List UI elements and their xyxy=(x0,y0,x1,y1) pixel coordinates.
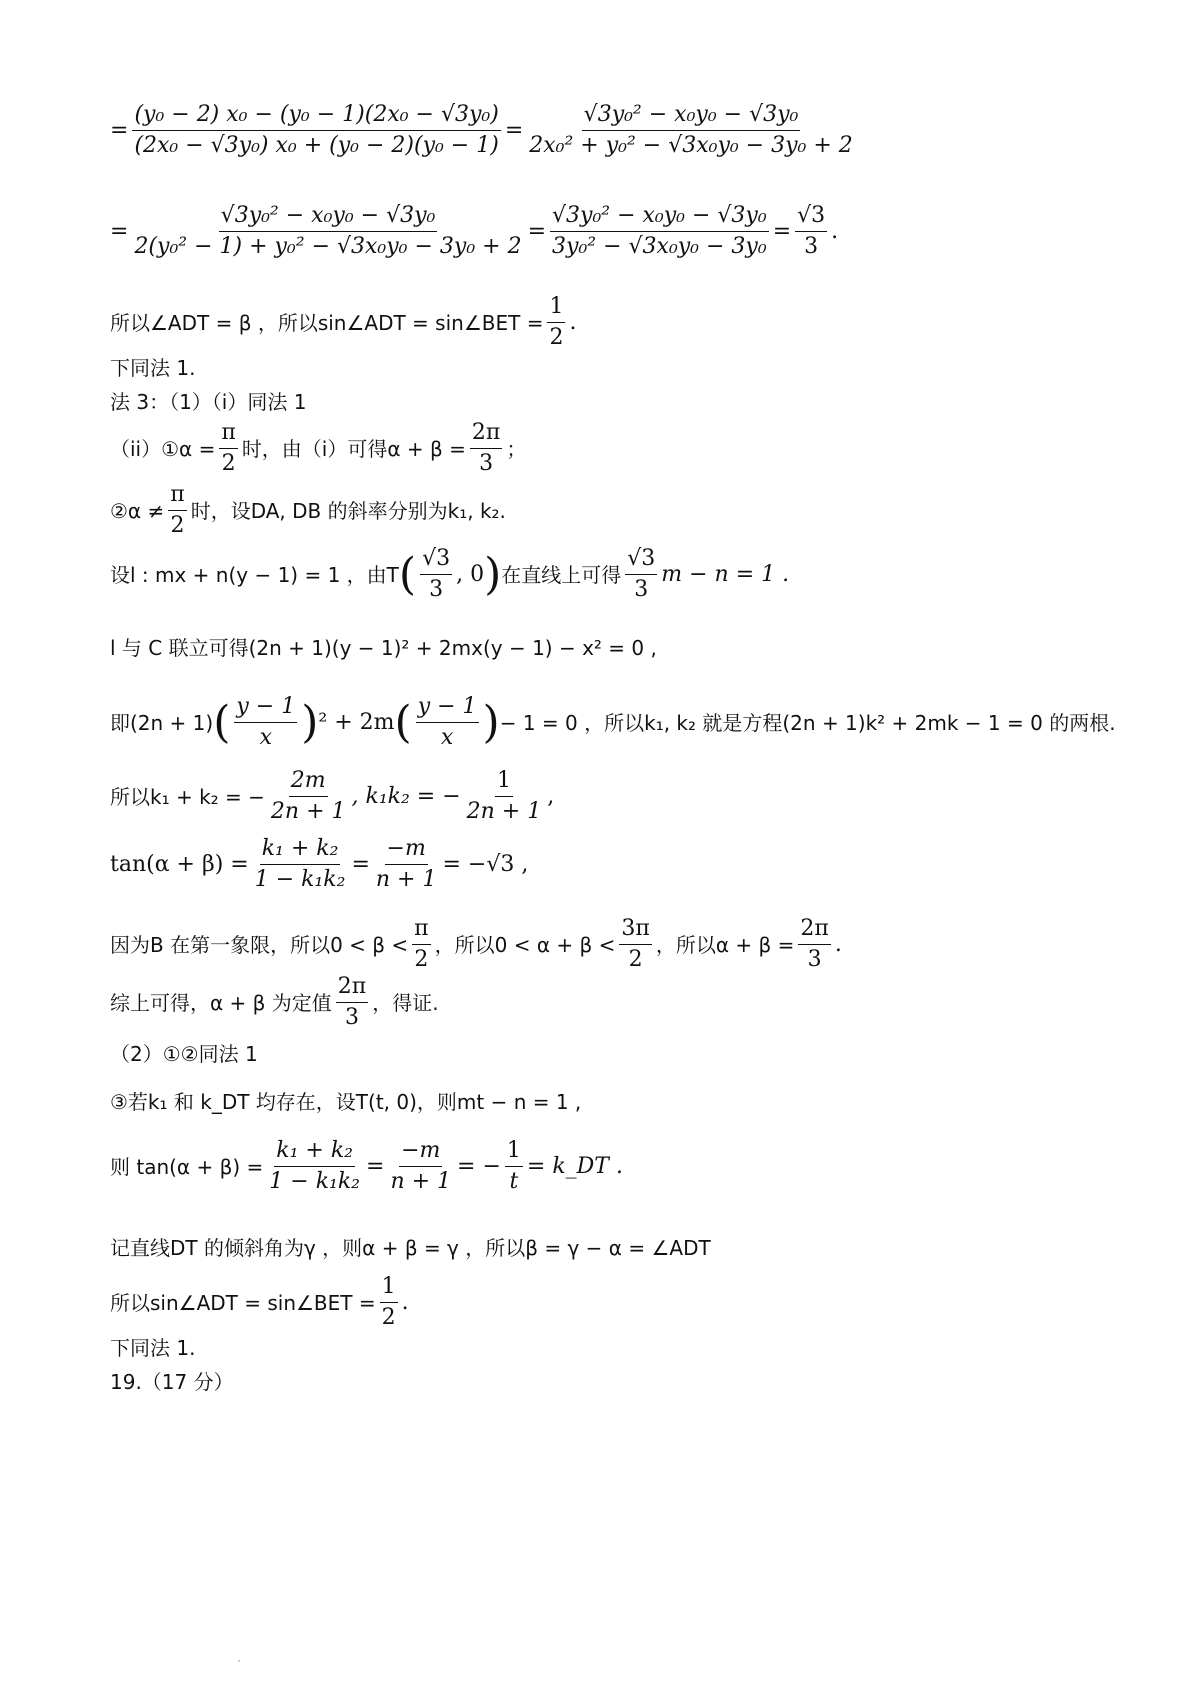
fraction: $\frac{\pi}{2}$ xyxy=(221,420,236,476)
fraction: $\frac{3\pi}{2}$ xyxy=(621,916,650,972)
text-line-21: 19.（17 分） xyxy=(110,1370,234,1394)
fraction: $\frac{√3}{3}$ xyxy=(797,203,826,259)
fraction: $\frac{√3}{3}$ xyxy=(422,546,451,602)
fraction: $\frac{√3}{3}$ xyxy=(627,546,656,602)
speck-mark xyxy=(238,1660,240,1662)
text-line-17: 则 tan(α + β) = $\frac{\text{k₁ + k₂}}{\text{1 − k₁k₂}}$ = $\frac{-m}{n + 1}$ = − $\frac{1}{t}$ = k_DT . xyxy=(110,1138,623,1194)
text-line-5: 法 3：（1）（i）同法 1 xyxy=(110,390,307,414)
text-line-11: 所以k₁ + k₂ = − $\frac{2m}{2n + 1}$ , k₁k₂ = − $\frac{1}{2n + 1}$ , xyxy=(110,768,555,824)
text-line-3: 所以∠ADT = β ，所以sin∠ADT = sin∠BET = $\frac{1}{2}$ . xyxy=(110,294,577,350)
text-line-20: 下同法 1. xyxy=(110,1336,196,1360)
fraction: $\frac{y - 1}{x}$ xyxy=(417,694,477,750)
text-line-6: （ii）①α = $\frac{\pi}{2}$ 时，由（i）可得α + β = $\frac{2\pi}{3}$ ； xyxy=(110,420,527,476)
text-line-9: l 与 C 联立可得(2n + 1)(y − 1)² + 2mx(y − 1) − x² = 0 , xyxy=(110,636,657,660)
fraction: $\frac{\text{√3y₀² − x₀y₀ − √3y₀}}{\text{2(y₀² − 1) + y₀² − √3x₀y₀ − 3y₀ + 2}}$ xyxy=(134,203,522,259)
fraction: $\frac{\text{k₁ + k₂}}{\text{1 − k₁k₂}}$ xyxy=(254,836,346,892)
fraction: $\frac{y - 1}{x}$ xyxy=(236,694,296,750)
fraction: $\frac{\text{√3y₀² − x₀y₀ − √3y₀}}{\text{2x₀² + y₀² − √3x₀y₀ − 3y₀ + 2}}$ xyxy=(529,102,853,158)
text-line-14: 综上可得，α + β 为定值 $\frac{2\pi}{3}$ ，得证. xyxy=(110,974,439,1030)
fraction: $\frac{1}{2}$ xyxy=(549,294,564,350)
fraction: $\frac{-m}{n + 1}$ xyxy=(375,836,437,892)
fraction: $\frac{1}{2}$ xyxy=(381,1274,396,1330)
text-line-13: 因为B 在第一象限，所以0 < β < $\frac{\pi}{2}$ ，所以0 < α + β < $\frac{3\pi}{2}$ ，所以α + β = $\frac{2\pi}{3}$ . xyxy=(110,916,842,972)
fraction: $\frac{2\pi}{3}$ xyxy=(337,974,367,1030)
fraction: $\frac{2\pi}{3}$ xyxy=(471,420,501,476)
text-line-8: 设l : mx + n(y − 1) = 1 ，由T ( $\frac{√3}{3}$ , 0 ) 在直线上可得 $\frac{√3}{3}$ m − n = 1 . xyxy=(110,546,790,602)
fraction: $\frac{2m}{2n + 1}$ xyxy=(270,768,346,824)
fraction: $\frac{\pi}{2}$ xyxy=(414,916,429,972)
fraction: $\frac{\pi}{2}$ xyxy=(170,482,185,538)
equation-line-2: = $\frac{\text{√3y₀² − x₀y₀ − √3y₀}}{\text{2(y₀² − 1) + y₀² − √3x₀y₀ − 3y₀ + 2}}$ = $\frac{\text{√3y₀² − x₀y₀ − √3y₀}}{\text{3y₀² − √3x₀y₀ − 3y₀}}$ = $\frac{√3}{3}$ . xyxy=(110,203,839,259)
fraction: $\frac{2\pi}{3}$ xyxy=(800,916,829,972)
text-line-15: （2）①②同法 1 xyxy=(110,1042,258,1066)
equation-line-1: = $\frac{\text{(y₀ − 2) x₀ − (y₀ − 1)(2x₀ − √3y₀)}}{\text{(2x₀ − √3y₀) x₀ + (y₀ − 2)(y₀ − 1)}}$ = $\frac{\text{√3y₀² − x₀y₀ − √3y₀}}{\text{2x₀² + y₀² − √3x₀y₀ − 3y₀ + 2}}$ xyxy=(110,102,853,158)
text-line-19: 所以sin∠ADT = sin∠BET = $\frac{1}{2}$ . xyxy=(110,1274,409,1330)
fraction: $\frac{\text{(y₀ − 2) x₀ − (y₀ − 1)(2x₀ − √3y₀)}}{\text{(2x₀ − √3y₀) x₀ + (y₀ − 2)(y₀ − 1)}}$ xyxy=(134,102,499,158)
text-line-16: ③若k₁ 和 k_DT 均存在，设T(t, 0)，则mt − n = 1 , xyxy=(110,1090,582,1114)
text-line-4: 下同法 1. xyxy=(110,356,196,380)
fraction: $\frac{1}{t}$ xyxy=(506,1138,521,1194)
fraction: $\frac{\text{k₁ + k₂}}{\text{1 − k₁k₂}}$ xyxy=(269,1138,360,1194)
text-line-10: 即(2n + 1) ( $\frac{y - 1}{x}$ ) ² + 2m ( $\frac{y - 1}{x}$ ) − 1 = 0 ，所以k₁, k₂ 就是方程(2n + 1)k² + 2mk − 1 = 0 的两根. xyxy=(110,694,1116,750)
fraction: $\frac{-m}{n + 1}$ xyxy=(390,1138,452,1194)
text-line-7: ②α ≠ $\frac{\pi}{2}$ 时，设DA, DB 的斜率分别为k₁, k₂. xyxy=(110,482,506,538)
fraction: $\frac{\text{√3y₀² − x₀y₀ − √3y₀}}{\text{3y₀² − √3x₀y₀ − 3y₀}}$ xyxy=(552,203,767,259)
text-line-18: 记直线DT 的倾斜角为γ ，则α + β = γ ，所以β = γ − α = ∠ADT xyxy=(110,1236,711,1260)
fraction: $\frac{1}{2n + 1}$ xyxy=(466,768,542,824)
text-line-12: tan(α + β) = $\frac{\text{k₁ + k₂}}{\text{1 − k₁k₂}}$ = $\frac{-m}{n + 1}$ = −√3 , xyxy=(110,836,529,892)
